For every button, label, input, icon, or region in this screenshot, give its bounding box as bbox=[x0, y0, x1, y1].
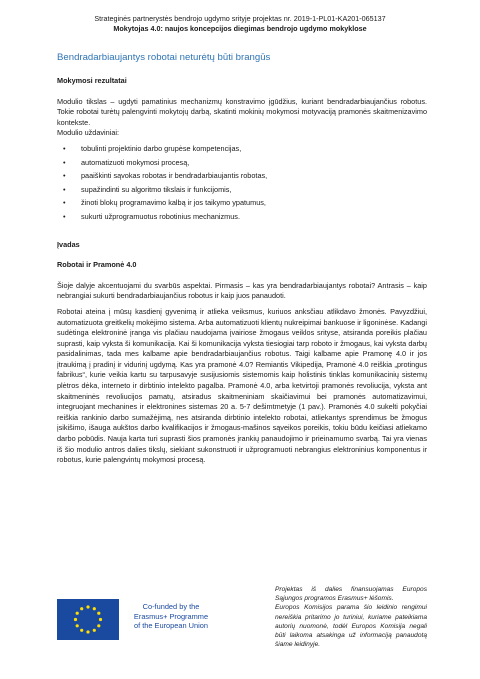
module-tasks-list bbox=[57, 144, 427, 222]
learning-results-heading: Mokymosi rezultatai bbox=[57, 76, 127, 85]
list-item: • supažindinti su algoritmo tikslais ir funkcijomis, bbox=[57, 185, 427, 195]
learning-results-paragraph: Modulio tikslas – ugdyti pamatinius mechanizmų konstravimo įgūdžius, kuriant bendradarbiaujančius robotus. Tokie robotai turėtų palengvinti mokytojų darbą, skatinti mokinių mokymosi motyvaciją pramonės skaitmenizavimo kontekste. bbox=[57, 96, 427, 127]
list-item: • sukurti užprogramuotus robotinius mechanizmus. bbox=[57, 212, 427, 222]
eu-cofunded-logo-text: Co-funded by the Erasmus+ Programme of the European Union bbox=[133, 602, 209, 631]
footer bbox=[57, 585, 427, 665]
list-item: • automatizuoti mokymosi procesą, bbox=[57, 158, 427, 168]
funding-notice-2: Europos Komisijos parama šio leidinio rengimui nereiškia pritarimo jo turiniui, kuriame pateikiama autorių nuomonė, todėl Europos Komisija negali būti laikoma atsakinga už informaciją panaudotą šiame leidinyje. bbox=[275, 604, 427, 649]
list-item: • žinoti blokų programavimo kalbą ir jos taikymo ypatumus, bbox=[57, 198, 427, 208]
header-project-line: Strateginės partnerystės bendrojo ugdymo srityje projektas nr. 2019-1-PL01-KA201-065137 bbox=[94, 14, 386, 23]
list-item: • paaiškinti sąvokas robotas ir bendradarbiaujantis robotas, bbox=[57, 171, 427, 181]
eu-flag-icon bbox=[57, 599, 119, 640]
document-body bbox=[57, 76, 427, 466]
intro-paragraph-2: Robotai ateina į mūsų kasdienį gyvenimą ir atlieka veiksmus, kuriuos anksčiau atlikdavo žmonės. Pavyzdžiui, automatizuota greitkelių mokėjimo sistema. Arba automatizuoti klientų nukreipimai bankuose ir ligoninėse. Kadangi sudėtinga elektroninė įranga vis plačiau naudojama įvairiose žmogaus veiklos srityse, atsiranda poreikis plačiau suprasti, kaip vyksta ši komunikacija. Kai ši komunikacija vyksta tiesiogiai tarp roboto ir žmogaus, kai vyksta darbų pasidalinimas, tada mes kalbame apie bendradarbiaujančius robotus. Taigi kalbame apie Pramonę 4.0 ir jos įtraukimą į pradinį ir vidurinį ugdymą. Kas yra pramonė 4.0? Remiantis Vikipedija, Pramonė 4.0 reiškia „protingus fabrikus“, kurie veikia kartu su tarpusavyje susijusiomis sistemomis kaip holistinis tinklas komunikacinių sistemų plėtros dėka, interneto ir dirbtinio intelekto pagalba. Pramonė 4.0, arba ketvirtoji pramonės revoliucija, vyksta ant skaitmeninės revoliucijos pamatų, atsiradus skaitmeniniam skaičiavimui bei pramonės automatizavimui, integruojant mechanines ir elektronines sistemas 20 a. 5-7 dešimtmetyje (1 pav.). Pramonės 4.0 sukelti pokyčiai reiškia rankinio darbo sumažėjimą, nes atsiranda dirbtinio intelekto robotai, atliekantys sprendimus be žmogus įsikišimo, išauga aukštos darbo kvalifikacijos ir žmogaus-mašinos sąveikos poreikis, tokiu būdu keičiasi atliekamo darbo pobūdis. Nauja karta turi suprasti šios pramonės įrankių panaudojimo ir prieinamumo svarbą. Tai yra vienas iš šio modulio antros dalies tikslų, siekiant sukonstruoti ir užprogramuoti nebrangius elektroninius komponentus ir robotus, kurie palengvintų mokymosi procesą. bbox=[57, 306, 427, 465]
document-title: Bendradarbiaujantys robotai neturėtų būti brangūs bbox=[57, 52, 271, 63]
intro-subheading: Robotai ir Pramonė 4.0 bbox=[57, 260, 137, 270]
eu-stars-icon bbox=[57, 599, 119, 640]
header-title-line: Mokytojas 4.0: naujos koncepcijos diegimas bendrojo ugdymo mokyklose bbox=[113, 24, 367, 33]
funding-notice bbox=[275, 585, 427, 649]
funding-notice-1: Projektas iš dalies finansuojamas Europos Sąjungos programos Erasmus+ lėšomis. bbox=[275, 586, 427, 603]
module-tasks-label: Modulio uždaviniai: bbox=[57, 128, 120, 138]
intro-heading: Įvadas bbox=[57, 239, 80, 249]
list-item: • tobulinti projektinio darbo grupėse kompetencijas, bbox=[57, 144, 427, 154]
intro-paragraph-1: Šioje dalyje akcentuojami du svarbūs aspektai. Pirmasis – kas yra bendradarbiaujantys robotai? Antrasis – kaip nebrangiai sukurti bendradarbiaujančius robotus ir kaip juos panaudoti. bbox=[57, 280, 427, 301]
